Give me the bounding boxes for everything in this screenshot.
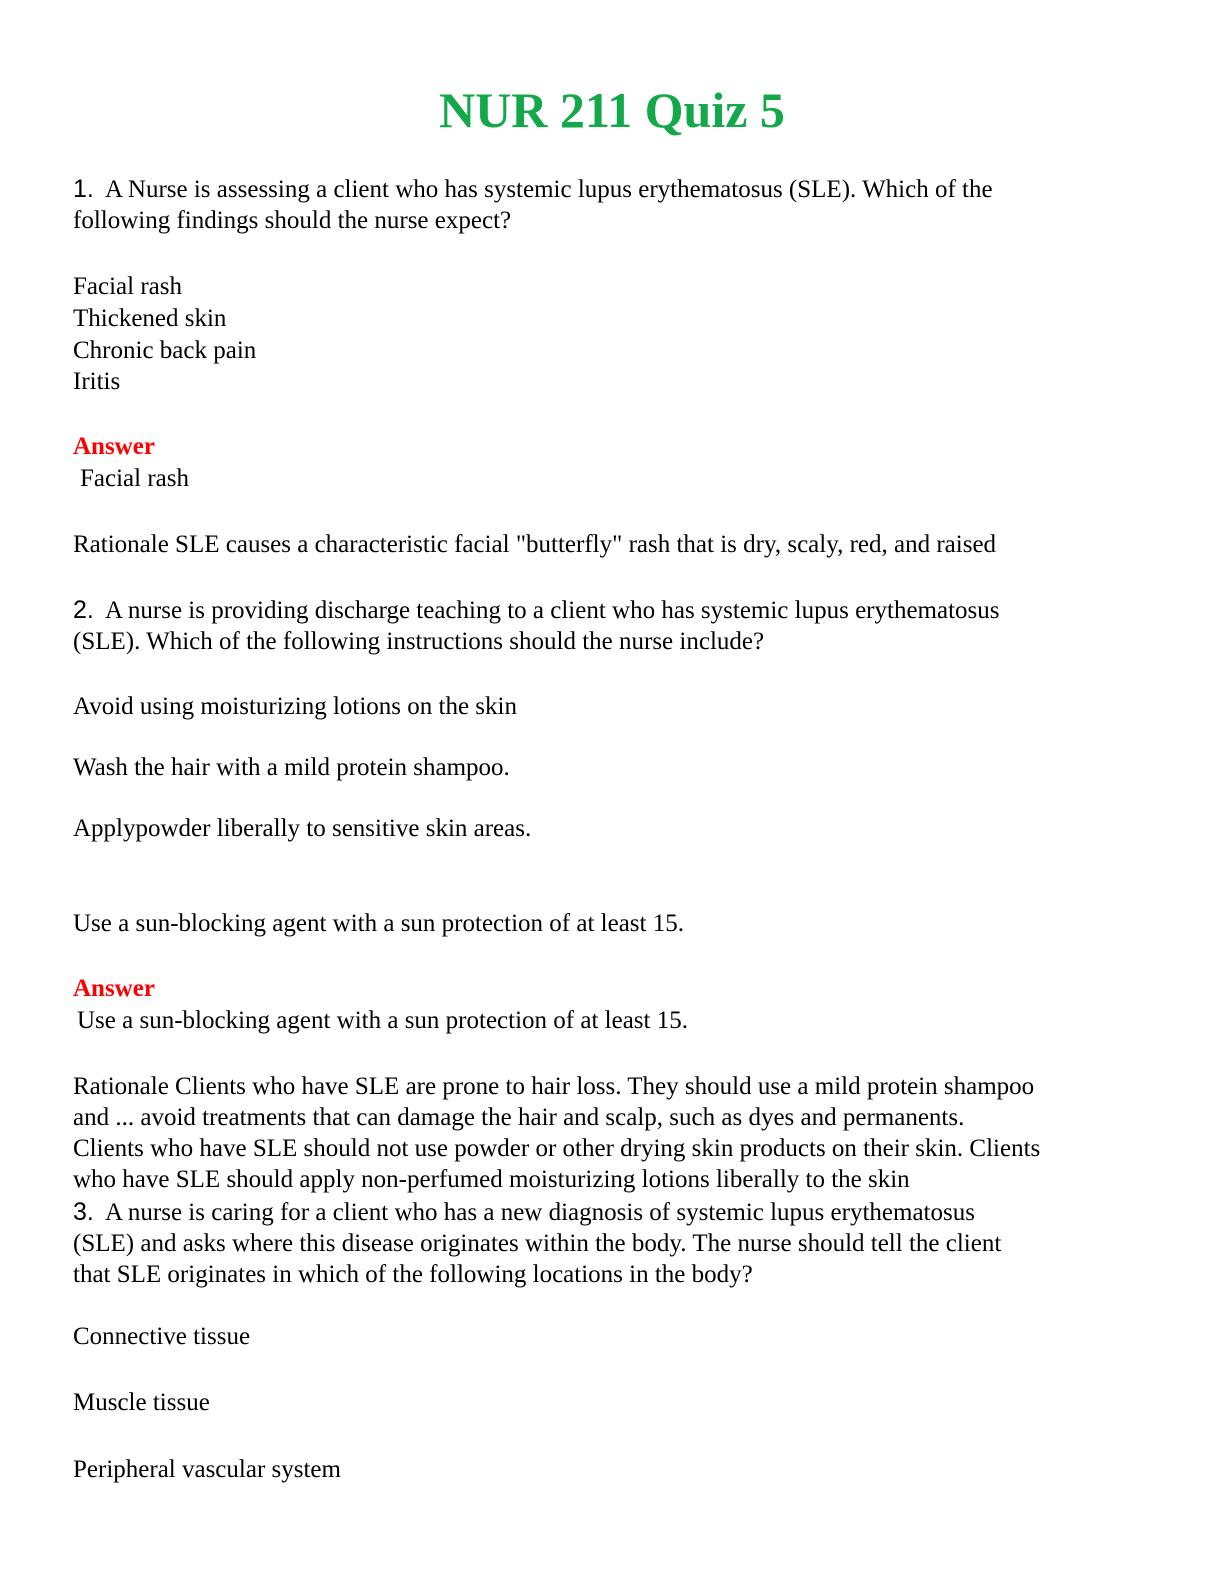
option: Wash the hair with a mild protein shampoo.: [73, 754, 510, 781]
question-text: that SLE originates in which of the following locations in the body?: [73, 1261, 753, 1288]
rationale-text: who have SLE should apply non-perfumed moisturizing lotions liberally to the skin: [73, 1166, 910, 1193]
answer-text: Use a sun-blocking agent with a sun protection of at least 15.: [77, 1007, 688, 1034]
rationale-text: and ... avoid treatments that can damage the hair and scalp, such as dyes and permanents.: [73, 1104, 965, 1131]
answer-label: Answer: [73, 975, 155, 1002]
option: Muscle tissue: [73, 1389, 210, 1416]
option: Applypowder liberally to sensitive skin areas.: [73, 815, 532, 842]
answer-text: Facial rash: [80, 465, 189, 492]
option: Thickened skin: [73, 305, 227, 332]
question-1-stem: [73, 174, 993, 205]
question-3-stem: [73, 1197, 975, 1228]
rationale-text: Rationale Clients who have SLE are prone to hair loss. They should use a mild protein shampoo: [73, 1073, 1035, 1100]
question-number: 3.: [73, 1198, 94, 1226]
question-text: (SLE) and asks where this disease originates within the body. The nurse should tell the client: [73, 1230, 1002, 1257]
option: Iritis: [73, 368, 121, 395]
option: Chronic back pain: [73, 337, 257, 364]
question-text: A Nurse is assessing a client who has systemic lupus erythematosus (SLE). Which of the: [104, 176, 993, 203]
rationale-text: Rationale SLE causes a characteristic facial "butterfly" rash that is dry, scaly, red, and raised: [73, 531, 997, 558]
option: Avoid using moisturizing lotions on the skin: [73, 693, 517, 720]
question-number: 2.: [73, 596, 94, 624]
question-text: (SLE). Which of the following instructions should the nurse include?: [73, 628, 765, 655]
question-2-stem: [73, 595, 1000, 626]
option: Peripheral vascular system: [73, 1456, 341, 1483]
answer-label: Answer: [73, 433, 155, 460]
question-text: A nurse is caring for a client who has a new diagnosis of systemic lupus erythematosus: [104, 1199, 975, 1226]
option: Use a sun-blocking agent with a sun protection of at least 15.: [73, 910, 684, 937]
question-text: A nurse is providing discharge teaching to a client who has systemic lupus erythematosus: [104, 597, 1000, 624]
option: Facial rash: [73, 273, 182, 300]
option: Connective tissue: [73, 1323, 251, 1350]
page-title: NUR 211 Quiz 5: [439, 82, 785, 138]
rationale-text: Clients who have SLE should not use powder or other drying skin products on their skin. Clients: [73, 1135, 1041, 1162]
question-text: following findings should the nurse expect?: [73, 207, 512, 234]
question-number: 1.: [73, 175, 94, 203]
